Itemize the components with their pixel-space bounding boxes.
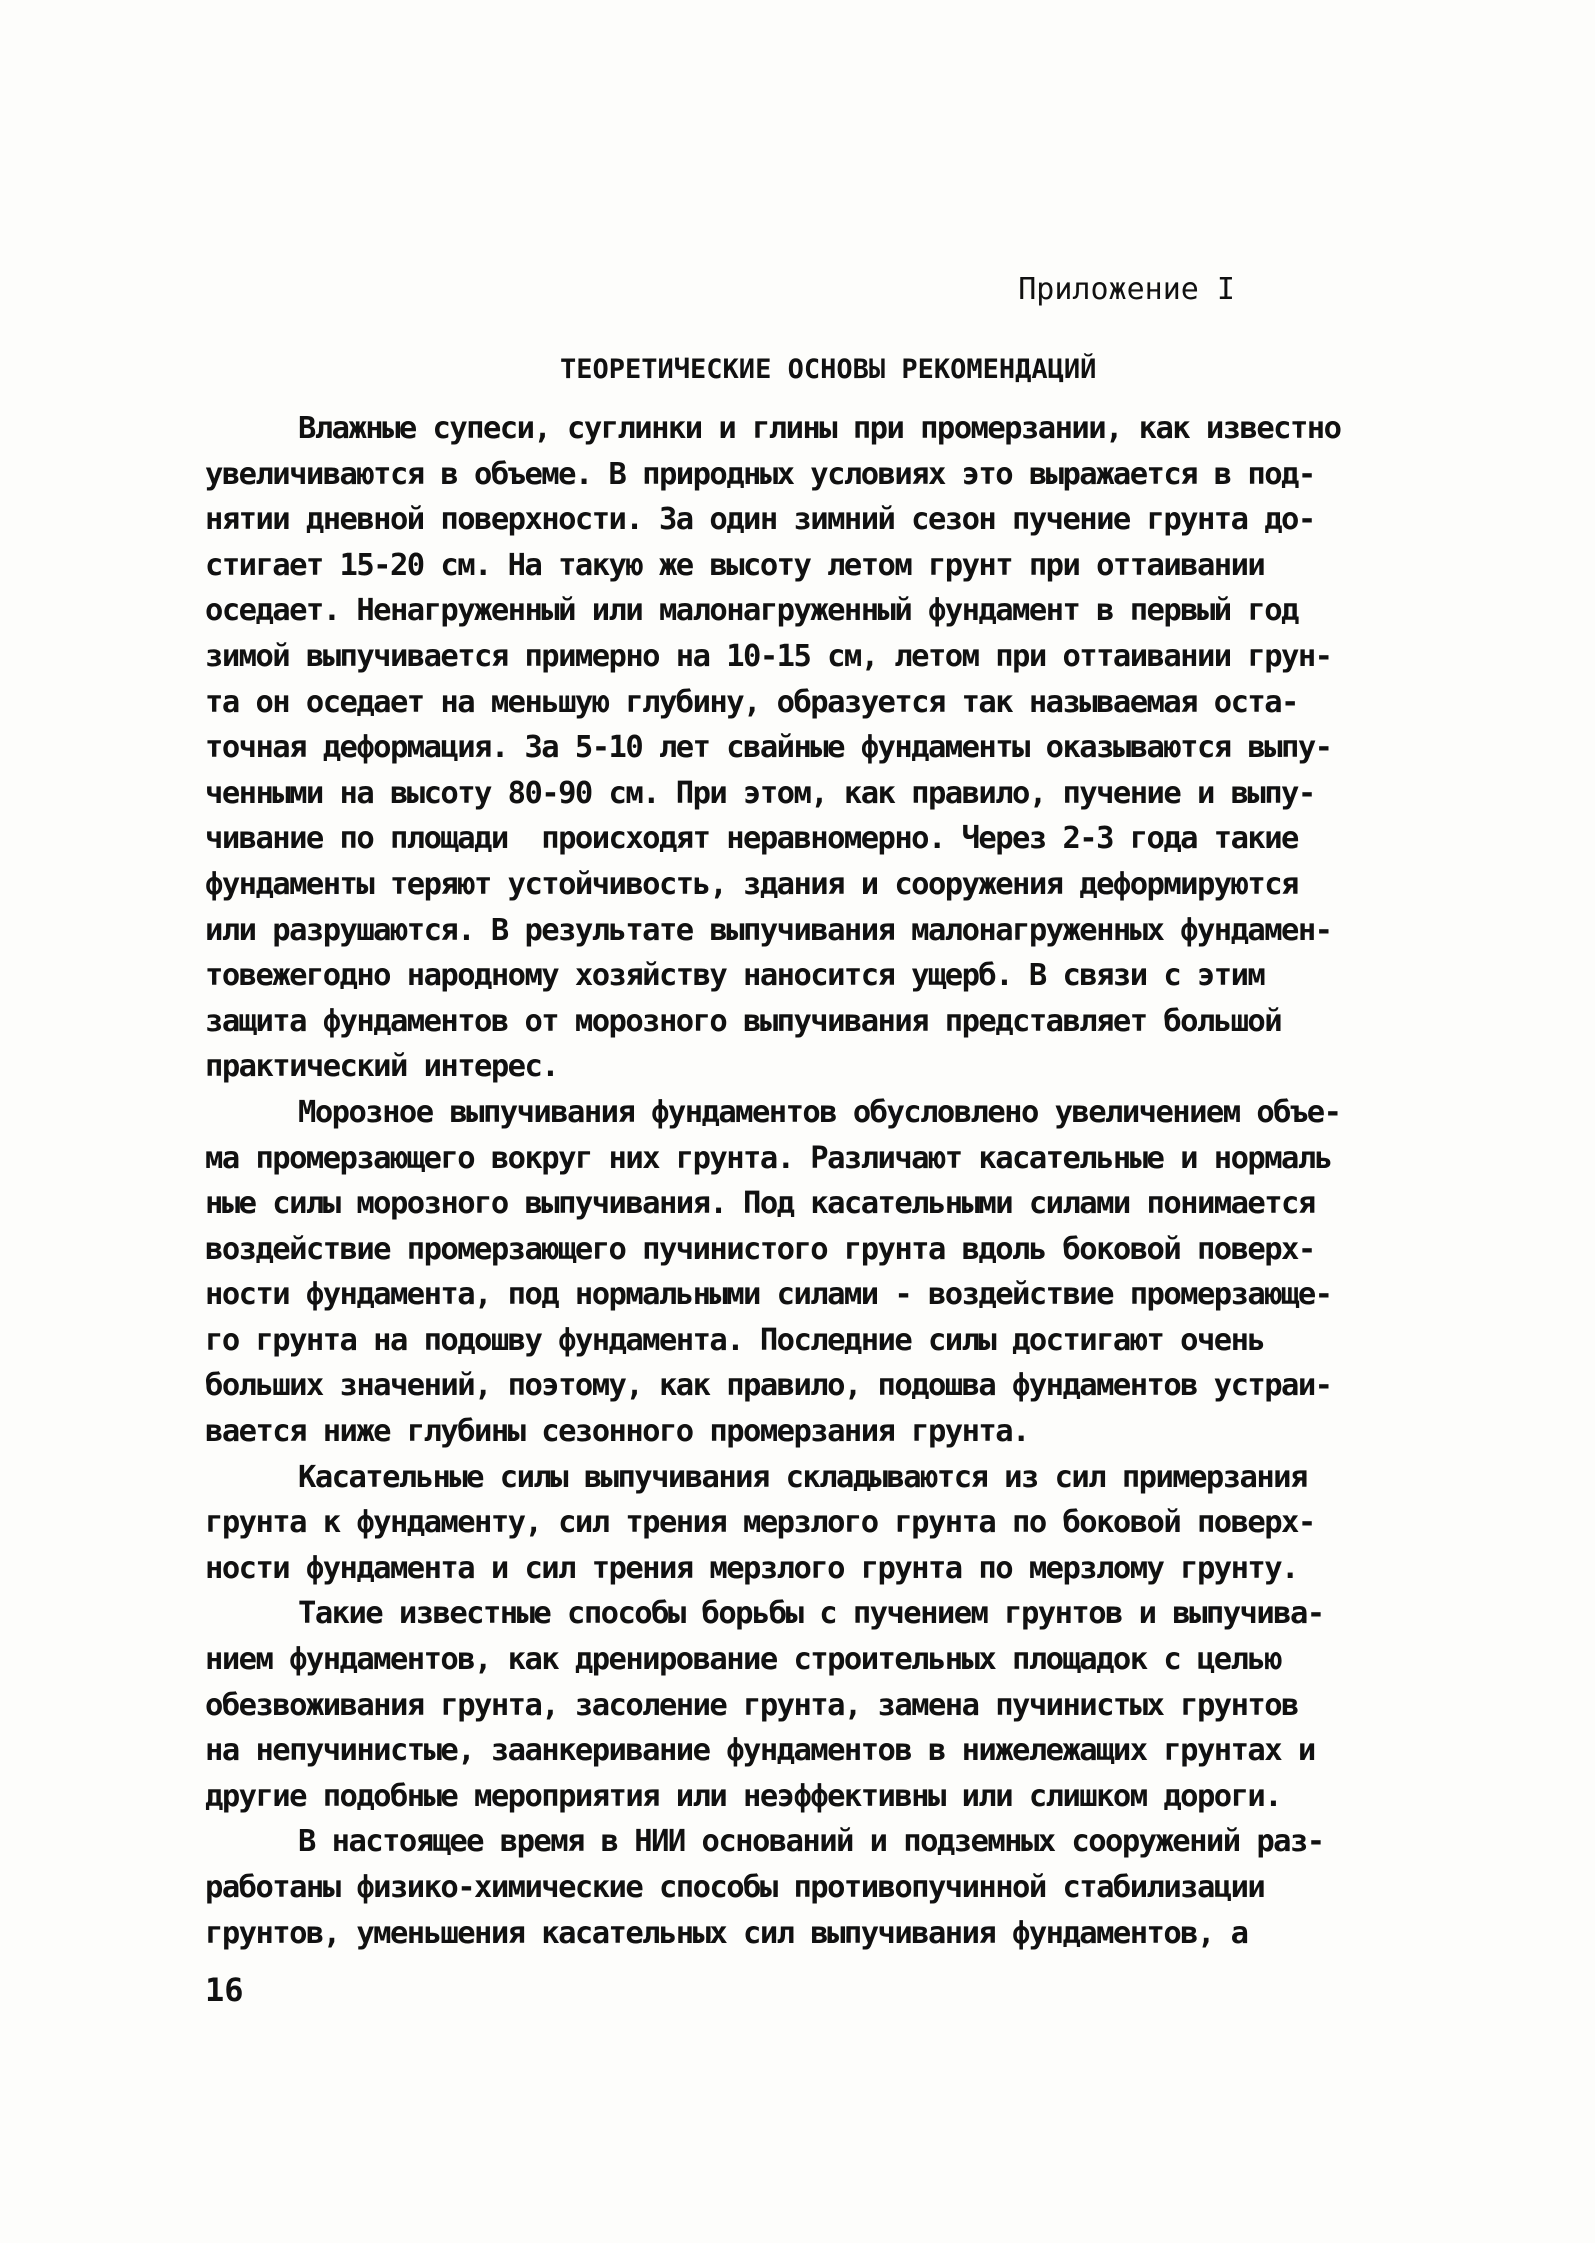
text-line: В настоящее время в НИИ оснований и подземных сооружений раз-: [298, 1824, 1324, 1860]
text-line: ности фундамента, под нормальными силами - воздействие промерзающе-: [205, 1277, 1332, 1313]
text-line: Касательные силы выпучивания складываются из сил примерзания: [298, 1459, 1307, 1495]
text-line: ные силы морозного выпучивания. Под касательными силами понимается: [205, 1186, 1315, 1222]
appendix-label: Приложение I: [1018, 272, 1235, 307]
text-line: Такие известные способы борьбы с пучением грунтов и выпучива-: [298, 1596, 1324, 1632]
text-line: Влажные супеси, суглинки и глины при промерзании, как известно: [298, 411, 1341, 446]
text-line: другие подобные мероприятия или неэффективны или слишком дороги.: [205, 1778, 1282, 1814]
text-line: точная деформация. За 5-10 лет свайные фундаменты оказываются выпу-: [205, 730, 1332, 766]
text-line: практический интерес.: [205, 1049, 559, 1085]
text-line: ма промерзающего вокруг них грунта. Различают касательные и нормаль: [205, 1140, 1332, 1176]
text-line: го грунта на подошву фундамента. Последние силы достигают очень: [205, 1322, 1265, 1358]
text-line: зимой выпучивается примерно на 10-15 см, летом при оттаивании грун-: [205, 638, 1332, 674]
text-line: стигает 15-20 см. На такую же высоту летом грунт при оттаивании: [205, 547, 1265, 583]
text-line: больших значений, поэтому, как правило, подошва фундаментов устраи-: [205, 1368, 1332, 1404]
text-line: защита фундаментов от морозного выпучивания представляет большой: [205, 1003, 1282, 1039]
body-text: [205, 406, 1435, 1956]
text-line: Морозное выпучивания фундаментов обусловлено увеличением объе-: [298, 1094, 1341, 1130]
text-line: нием фундаментов, как дренирование строительных площадок с целью: [205, 1642, 1282, 1678]
text-line: грунтов, уменьшения касательных сил выпучивания фундаментов, а: [205, 1915, 1248, 1951]
text-line: обезвоживания грунта, засоление грунта, замена пучинистых грунтов: [205, 1687, 1298, 1723]
text-line: та он оседает на меньшую глубину, образуется так называемая оста-: [205, 684, 1298, 720]
text-line: оседает. Ненагруженный или малонагруженный фундамент в первый год: [205, 593, 1298, 629]
text-line: ченными на высоту 80-90 см. При этом, как правило, пучение и выпу-: [205, 775, 1315, 811]
text-line: воздействие промерзающего пучинистого грунта вдоль боковой поверх-: [205, 1231, 1315, 1267]
page-number: 16: [205, 1971, 244, 2009]
text-line: товежегодно народному хозяйству наносится ущерб. В связи с этим: [205, 958, 1265, 994]
text-line: нятии дневной поверхности. За один зимний сезон пучение грунта до-: [205, 502, 1315, 538]
section-heading: ТЕОРЕТИЧЕСКИЕ ОСНОВЫ РЕКОМЕНДАЦИЙ: [560, 354, 1097, 385]
text-line: ности фундамента и сил трения мерзлого грунта по мерзлому грунту.: [205, 1550, 1298, 1586]
text-line: увеличиваются в объеме. В природных условиях это выражается в под-: [205, 456, 1315, 492]
text-line: грунта к фундаменту, сил трения мерзлого грунта по боковой поверх-: [205, 1505, 1315, 1541]
text-line: чивание по площади происходят неравномерно. Через 2-3 года такие: [205, 821, 1298, 857]
text-line: на непучинистые, заанкеривание фундаментов в нижележащих грунтах и: [205, 1733, 1315, 1769]
text-line: работаны физико-химические способы противопучинной стабилизации: [205, 1870, 1265, 1905]
text-line: или разрушаются. В результате выпучивания малонагруженных фундамен-: [205, 912, 1332, 948]
text-line: фундаменты теряют устойчивость, здания и сооружения деформируются: [205, 866, 1298, 902]
text-line: вается ниже глубины сезонного промерзания грунта.: [205, 1414, 1029, 1450]
